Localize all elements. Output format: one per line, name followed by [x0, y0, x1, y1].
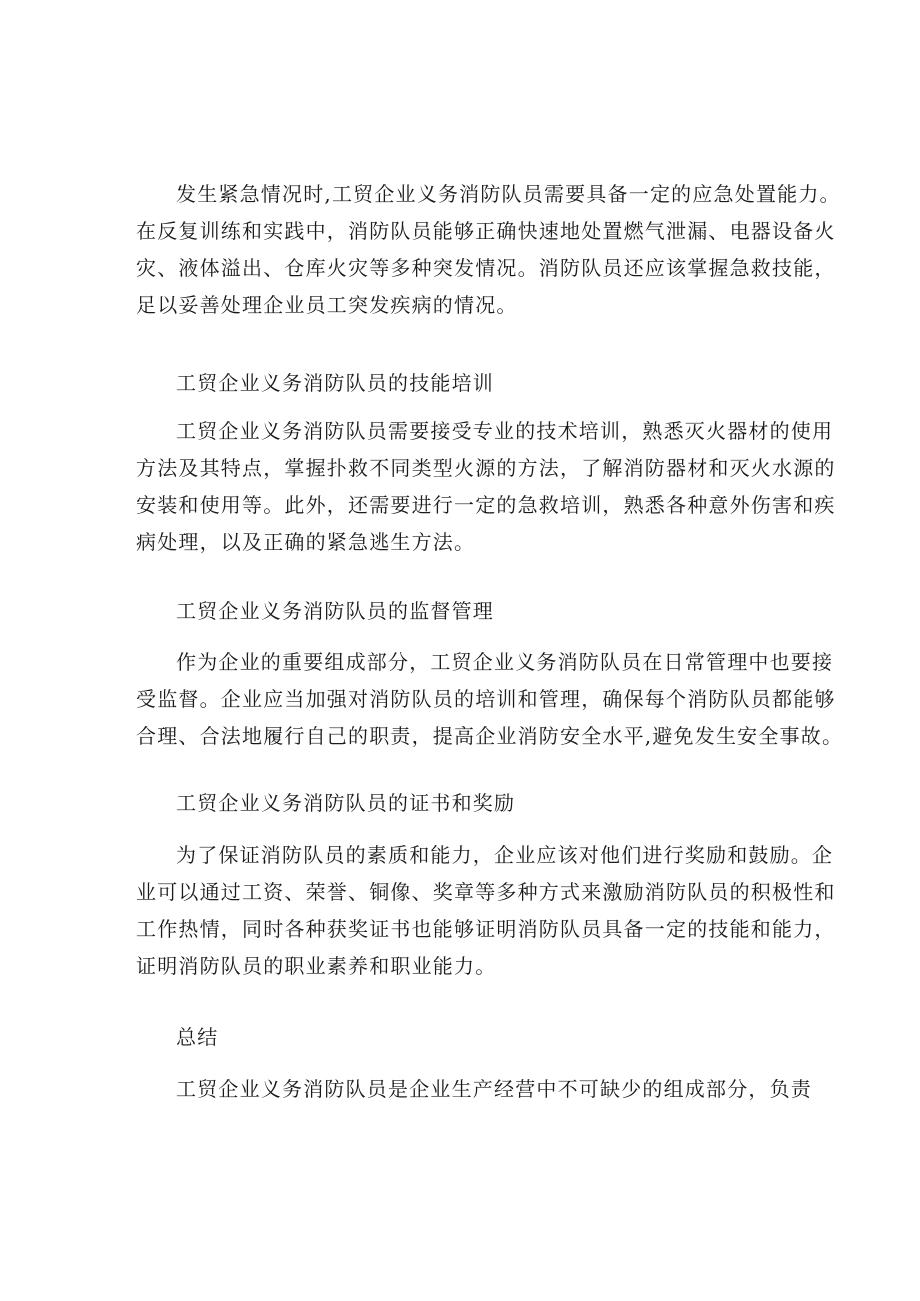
- text-line: 作为企业的重要组成部分，工贸企业义务消防队员在日常管理中也要接: [176, 650, 834, 674]
- text-line: 为了保证消防队员的素质和能力，企业应该对他们进行奖励和鼓励。企: [176, 843, 834, 867]
- text-line: 工贸企业义务消防队员是企业生产经营中不可缺少的组成部分，负责: [176, 1077, 812, 1101]
- paragraph-emergency-response: [136, 176, 841, 324]
- text-line: 发生紧急情况时,工贸企业义务消防队员需要具备一定的应急处置能力。: [176, 182, 841, 206]
- paragraph-certificates-rewards: [136, 837, 836, 985]
- text-line: 证明消防队员的职业素养和职业能力。: [136, 954, 497, 978]
- text-line: 病处理，以及正确的紧急逃生方法。: [136, 530, 476, 554]
- paragraph-skill-training: [136, 413, 836, 561]
- section-heading-supervision: 工贸企业义务消防队员的监督管理: [176, 599, 494, 623]
- text-line: 工贸企业义务消防队员需要接受专业的技术培训，熟悉灭火器材的使用: [176, 419, 834, 443]
- paragraph-summary: [136, 1071, 816, 1108]
- paragraph-supervision: [136, 644, 844, 755]
- text-line: 足以妥善处理企业员工突发疾病的情况。: [136, 293, 518, 317]
- section-heading-summary: 总结: [176, 1025, 219, 1049]
- text-line: 业可以通过工资、荣誉、铜像、奖章等多种方式来激励消防队员的积极性和: [136, 880, 836, 904]
- text-line: 合理、合法地履行自己的职责，提高企业消防安全水平,避免发生安全事故。: [136, 724, 844, 748]
- section-heading-certificates-rewards: 工贸企业义务消防队员的证书和奖励: [176, 791, 516, 815]
- text-line: 灾、液体溢出、仓库火灾等多种突发情况。消防队员还应该掌握急救技能，: [136, 256, 836, 280]
- text-line: 工作热情，同时各种获奖证书也能够证明消防队员具备一定的技能和能力，: [136, 917, 836, 941]
- section-heading-skill-training: 工贸企业义务消防队员的技能培训: [176, 371, 494, 395]
- text-line: 安装和使用等。此外，还需要进行一定的急救培训，熟悉各种意外伤害和疾: [136, 493, 836, 517]
- text-line: 受监督。企业应当加强对消防队员的培训和管理，确保每个消防队员都能够: [136, 687, 836, 711]
- text-line: 方法及其特点，掌握扑救不同类型火源的方法，了解消防器材和灭火水源的: [136, 456, 836, 480]
- text-line: 在反复训练和实践中，消防队员能够正确快速地处置燃气泄漏、电器设备火: [136, 219, 836, 243]
